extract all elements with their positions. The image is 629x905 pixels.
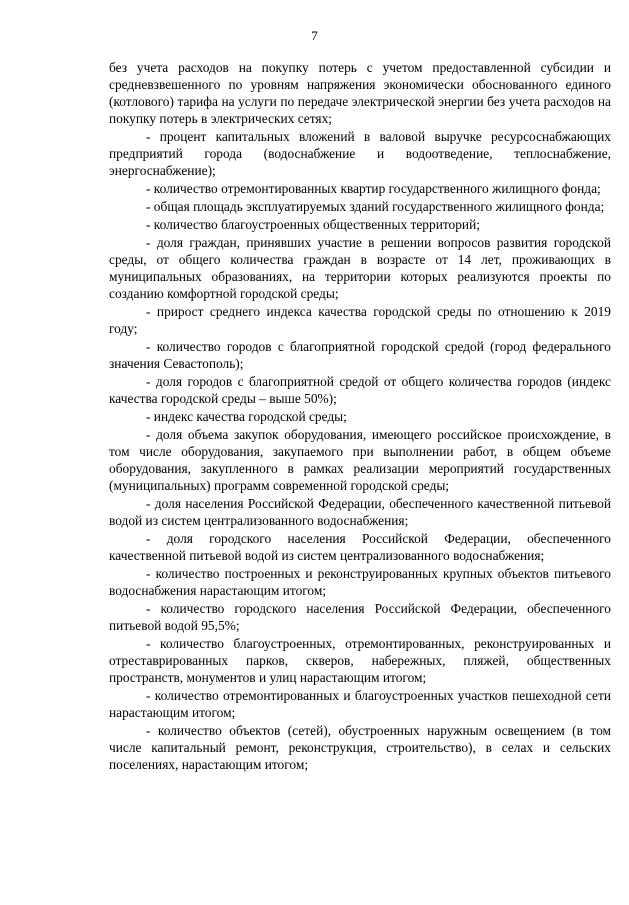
list-item: - количество благоустроенных общественных территорий; [146, 217, 480, 232]
list-item: - количество построенных и реконструированных крупных объектов питьевого водоснабжения нарастающим итогом; [109, 566, 611, 598]
list-item: - количество отремонтированных квартир государственного жилищного фонда; [146, 181, 601, 196]
paragraph-continuation: без учета расходов на покупку потерь с учетом предоставленной субсидии и средневзвешенного по уровням напряжения экономически обоснованного единого (котлового) тарифа на услуги по передаче электрической энергии без учета расходов на покупку потерь в электрических сетях; [109, 60, 611, 126]
document-body [109, 59, 611, 774]
list-item: - процент капитальных вложений в валовой выручке ресурсоснабжающих предприятий города (водоснабжение и водоотведение, теплоснабжение, энергоснабжение); [109, 129, 611, 178]
list-item: - доля объема закупок оборудования, имеющего российское происхождение, в том числе оборудования, закупаемого при выполнении работ, в общем объеме оборудования, закупленного в рамках реализации мероприятий государственных (муниципальных) программ современной городской среды; [109, 427, 611, 493]
list-item: - количество городов с благоприятной городской средой (город федерального значения Севастополь); [109, 339, 611, 371]
list-item: - прирост среднего индекса качества городской среды по отношению к 2019 году; [109, 304, 611, 336]
list-item: - количество городского населения Российской Федерации, обеспеченного питьевой водой 95,5%; [109, 601, 611, 633]
list-item: - количество объектов (сетей), обустроенных наружным освещением (в том числе капитальный ремонт, реконструкция, строительство), в селах и сельских поселениях, нарастающим итогом; [109, 723, 611, 772]
list-item: - доля городского населения Российской Федерации, обеспеченного качественной питьевой водой из систем централизованного водоснабжения; [109, 531, 611, 563]
list-item: - доля населения Российской Федерации, обеспеченного качественной питьевой водой из систем централизованного водоснабжения; [109, 496, 611, 528]
list-item: - общая площадь эксплуатируемых зданий государственного жилищного фонда; [146, 199, 605, 214]
list-item: - количество благоустроенных, отремонтированных, реконструированных и отреставрированных парков, скверов, набережных, пляжей, общественных пространств, монументов и улиц нарастающим итогом; [109, 636, 611, 685]
list-item: - доля городов с благоприятной средой от общего количества городов (индекс качества городской среды – выше 50%); [109, 374, 611, 406]
list-item: - количество отремонтированных и благоустроенных участков пешеходной сети нарастающим итогом; [109, 688, 611, 720]
page-number: 7 [311, 28, 318, 43]
list-item: - индекс качества городской среды; [146, 409, 347, 424]
list-item: - доля граждан, принявших участие в решении вопросов развития городской среды, от общего количества граждан в возрасте от 14 лет, проживающих в муниципальных образованиях, на территории которых реализуются проекты по созданию комфортной городской среды; [109, 235, 611, 301]
